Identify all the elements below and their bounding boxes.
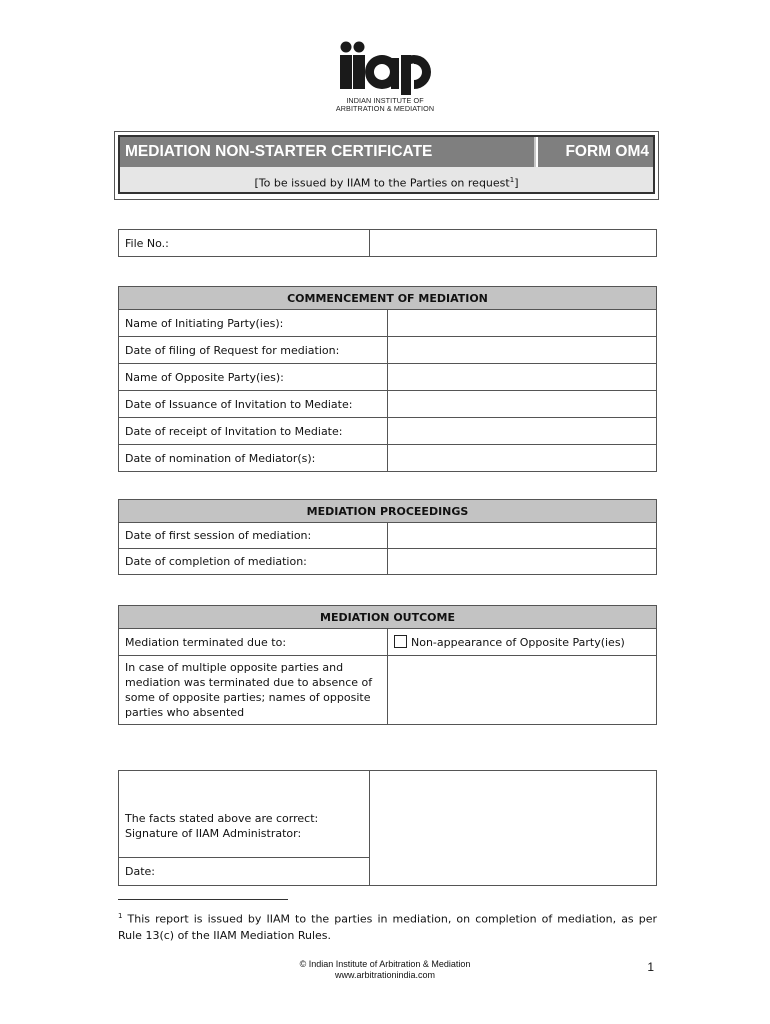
table-row: [119, 656, 657, 725]
footnote-text: This report is issued by IIAM to the parties in mediation, on completion of mediation, as per Rule 13(c) of the IIAM Mediation Rules.: [118, 912, 658, 942]
table-row: [119, 418, 657, 445]
table-row: [119, 549, 657, 575]
completion-date-field[interactable]: [388, 549, 657, 575]
non-appearance-option[interactable]: [388, 629, 657, 656]
subtitle-text: [To be issued by IIAM to the Parties on request: [254, 176, 510, 190]
invitation-receipt-label: Date of receipt of Invitation to Mediate:: [119, 418, 388, 445]
form-code: FORM OM4: [538, 137, 653, 167]
invitation-issuance-field[interactable]: [388, 391, 657, 418]
copyright-text: © Indian Institute of Arbitration & Mediation: [299, 959, 471, 969]
website-url: www.arbitrationindia.com: [334, 970, 436, 980]
subtitle-end: ]: [514, 176, 519, 190]
commencement-table: [118, 286, 657, 472]
form-subtitle: [120, 167, 653, 192]
invitation-issuance-label: Date of Issuance of Invitation to Mediate:: [119, 391, 388, 418]
logo-line-2: ARBITRATION & MEDIATION: [335, 104, 435, 113]
signature-label: [119, 771, 370, 858]
non-appearance-label: Non-appearance of Opposite Party(ies): [411, 636, 625, 649]
footnote-divider: [118, 899, 288, 900]
iiam-logo-mark: [335, 40, 435, 98]
iiam-logo: [335, 40, 435, 112]
first-session-field[interactable]: [388, 523, 657, 549]
header-box: [118, 135, 655, 194]
absent-parties-label: In case of multiple opposite parties and mediation was terminated due to absence of some of opposite parties; names of opposite parties who absented: [119, 656, 388, 725]
proceedings-heading: MEDIATION PROCEEDINGS: [119, 500, 657, 523]
filing-date-label: Date of filing of Request for mediation:: [119, 337, 388, 364]
table-row: [119, 337, 657, 364]
initiating-party-label: Name of Initiating Party(ies):: [119, 310, 388, 337]
table-row: [119, 629, 657, 656]
opposite-party-field[interactable]: [388, 364, 657, 391]
terminated-label: Mediation terminated due to:: [119, 629, 388, 656]
date-label: Date:: [119, 858, 370, 886]
table-row: [119, 310, 657, 337]
footnote-ref: 1: [509, 176, 515, 184]
non-appearance-checkbox[interactable]: [394, 635, 407, 648]
table-row: [119, 364, 657, 391]
filing-date-field[interactable]: [388, 337, 657, 364]
logo-line-1: INDIAN INSTITUTE OF: [346, 96, 424, 105]
file-no-table: [118, 229, 657, 257]
file-no-field[interactable]: [370, 230, 657, 257]
mediator-nomination-field[interactable]: [388, 445, 657, 472]
page-number: 1: [647, 960, 654, 974]
opposite-party-label: Name of Opposite Party(ies):: [119, 364, 388, 391]
page-footer: [250, 959, 520, 981]
footnote-marker: 1: [118, 912, 123, 920]
initiating-party-field[interactable]: [388, 310, 657, 337]
absent-parties-field[interactable]: [388, 656, 657, 725]
table-row: [119, 523, 657, 549]
file-no-row: [119, 230, 657, 257]
footnote: [118, 908, 657, 944]
completion-date-label: Date of completion of mediation:: [119, 549, 388, 575]
invitation-receipt-field[interactable]: [388, 418, 657, 445]
outcome-table: [118, 605, 657, 725]
table-row: [119, 445, 657, 472]
table-row: [119, 391, 657, 418]
administrator-signature-text: Signature of IIAM Administrator:: [125, 827, 302, 840]
facts-correct-text: The facts stated above are correct:: [125, 812, 319, 825]
commencement-heading: COMMENCEMENT OF MEDIATION: [119, 287, 657, 310]
table-row: [119, 771, 657, 858]
signature-table: [118, 770, 657, 886]
file-no-label: File No.:: [119, 230, 370, 257]
mediator-nomination-label: Date of nomination of Mediator(s):: [119, 445, 388, 472]
outcome-heading: MEDIATION OUTCOME: [119, 606, 657, 629]
form-title: MEDIATION NON-STARTER CERTIFICATE: [120, 137, 536, 167]
first-session-label: Date of first session of mediation:: [119, 523, 388, 549]
proceedings-table: [118, 499, 657, 575]
signature-field[interactable]: [370, 771, 657, 886]
